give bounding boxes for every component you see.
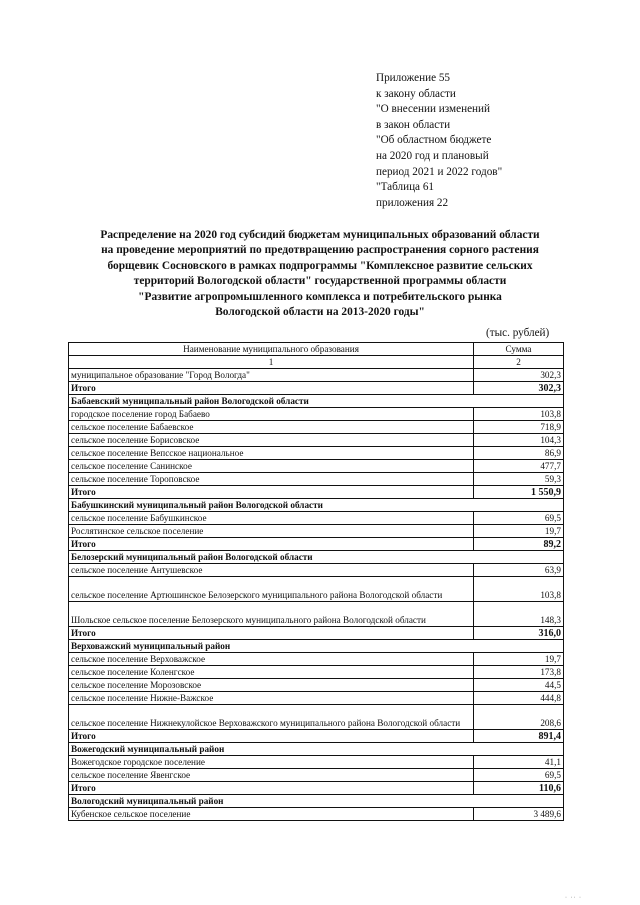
municipality-name: сельское поселение Вепсское национальное bbox=[69, 447, 474, 460]
table-row bbox=[69, 705, 564, 730]
region-name: Бабаевский муниципальный район Вологодской области bbox=[69, 395, 564, 408]
total-row bbox=[69, 538, 564, 551]
appendix-line: на 2020 год и плановый bbox=[376, 149, 489, 162]
table-row bbox=[69, 447, 564, 460]
region-row bbox=[69, 640, 564, 653]
subsidy-value: 103,8 bbox=[474, 408, 564, 421]
subsidy-value: 69,5 bbox=[474, 769, 564, 782]
total-label: Итого bbox=[69, 627, 474, 640]
subsidy-value: 173,8 bbox=[474, 666, 564, 679]
column-number-1: 1 bbox=[69, 356, 474, 369]
appendix-line: "Таблица 61 bbox=[376, 181, 435, 194]
appendix-line: приложения 22 bbox=[376, 196, 449, 209]
subsidy-table bbox=[68, 342, 564, 821]
table-row bbox=[69, 756, 564, 769]
appendix-line: "О внесении изменений bbox=[376, 103, 490, 116]
municipality-name: Шольское сельское поселение Белозерского муниципального района Вологодской области bbox=[69, 602, 474, 627]
table-row bbox=[69, 460, 564, 473]
region-row bbox=[69, 395, 564, 408]
total-row bbox=[69, 782, 564, 795]
appendix-reference bbox=[376, 71, 502, 211]
table-row bbox=[69, 769, 564, 782]
total-label: Итого bbox=[69, 730, 474, 743]
municipality-name: Рослятинское сельское поселение bbox=[69, 525, 474, 538]
subsidy-value: 477,7 bbox=[474, 460, 564, 473]
subsidy-value: 41,1 bbox=[474, 756, 564, 769]
page-mark: · ·· · bbox=[565, 895, 582, 901]
total-value: 302,3 bbox=[474, 382, 564, 395]
appendix-line: в закон области bbox=[376, 118, 451, 131]
table-row bbox=[69, 653, 564, 666]
document-title bbox=[70, 228, 570, 320]
region-row bbox=[69, 743, 564, 756]
total-row bbox=[69, 486, 564, 499]
subsidy-value: 3 489,6 bbox=[474, 808, 564, 821]
municipality-name: сельское поселение Морозовское bbox=[69, 679, 474, 692]
table-row bbox=[69, 666, 564, 679]
subsidy-value: 63,9 bbox=[474, 564, 564, 577]
appendix-line: "Об областном бюджете bbox=[376, 134, 492, 147]
subsidy-value: 208,6 bbox=[474, 705, 564, 730]
municipality-name: сельское поселение Бабушкинское bbox=[69, 512, 474, 525]
units-label: (тыс. рублей) bbox=[486, 327, 550, 339]
subsidy-value: 718,9 bbox=[474, 421, 564, 434]
region-row bbox=[69, 551, 564, 564]
subsidy-value: 69,5 bbox=[474, 512, 564, 525]
total-label: Итого bbox=[69, 538, 474, 551]
municipality-name: городское поселение город Бабаево bbox=[69, 408, 474, 421]
title-line: Вологодской области на 2013-2020 годы" bbox=[215, 306, 425, 319]
title-line: борщевик Сосновского в рамках подпрограммы "Комплексное развитие сельских bbox=[107, 259, 533, 272]
total-value: 89,2 bbox=[474, 538, 564, 551]
region-name: Вожегодский муниципальный район bbox=[69, 743, 564, 756]
appendix-line: Приложение 55 bbox=[376, 72, 451, 84]
region-name: Вологодский муниципальный район bbox=[69, 795, 564, 808]
municipality-name: сельское поселение Явенгское bbox=[69, 769, 474, 782]
municipality-name: Вожегодское городское поселение bbox=[69, 756, 474, 769]
table-row bbox=[69, 564, 564, 577]
table-row bbox=[69, 408, 564, 421]
table-header-row bbox=[69, 343, 564, 356]
municipality-name: сельское поселение Санинское bbox=[69, 460, 474, 473]
region-name: Белозерский муниципальный район Вологодской области bbox=[69, 551, 564, 564]
municipality-name: муниципальное образование "Город Вологда" bbox=[69, 369, 474, 382]
title-line: Распределение на 2020 год субсидий бюджетам муниципальных образований области bbox=[100, 229, 540, 241]
municipality-name: сельское поселение Верховажское bbox=[69, 653, 474, 666]
total-label: Итого bbox=[69, 382, 474, 395]
subsidy-value: 59,3 bbox=[474, 473, 564, 486]
municipality-name: сельское поселение Антушевское bbox=[69, 564, 474, 577]
municipality-name: сельское поселение Артюшинское Белозерского муниципального района Вологодской области bbox=[69, 577, 474, 602]
table-row bbox=[69, 421, 564, 434]
region-row bbox=[69, 499, 564, 512]
table-row bbox=[69, 525, 564, 538]
table-column-numbers-row bbox=[69, 356, 564, 369]
table-row bbox=[69, 602, 564, 627]
subsidy-value: 19,7 bbox=[474, 653, 564, 666]
total-row bbox=[69, 382, 564, 395]
total-row bbox=[69, 730, 564, 743]
region-name: Бабушкинский муниципальный район Вологодской области bbox=[69, 499, 564, 512]
table-row bbox=[69, 808, 564, 821]
municipality-name: Кубенское сельское поселение bbox=[69, 808, 474, 821]
total-value: 891,4 bbox=[474, 730, 564, 743]
total-label: Итого bbox=[69, 486, 474, 499]
municipality-name: сельское поселение Борисовское bbox=[69, 434, 474, 447]
title-line: на проведение мероприятий по предотвращению распространения сорного растения bbox=[101, 244, 539, 257]
municipality-name: сельское поселение Нижне-Важское bbox=[69, 692, 474, 705]
column-number-2: 2 bbox=[474, 356, 564, 369]
table-row bbox=[69, 512, 564, 525]
municipality-name: сельское поселение Нижнекулойское Верховажского муниципального района Вологодской области bbox=[69, 705, 474, 730]
header-name: Наименование муниципального образования bbox=[69, 343, 474, 356]
subsidy-value: 86,9 bbox=[474, 447, 564, 460]
total-label: Итого bbox=[69, 782, 474, 795]
municipality-name: сельское поселение Бабаевское bbox=[69, 421, 474, 434]
table-row bbox=[69, 369, 564, 382]
subsidy-value: 19,7 bbox=[474, 525, 564, 538]
total-value: 110,6 bbox=[474, 782, 564, 795]
appendix-line: к закону области bbox=[376, 87, 456, 100]
region-name: Верховажский муниципальный район bbox=[69, 640, 564, 653]
table-row bbox=[69, 473, 564, 486]
appendix-line: период 2021 и 2022 годов" bbox=[376, 165, 503, 178]
subsidy-value: 103,8 bbox=[474, 577, 564, 602]
table-row bbox=[69, 434, 564, 447]
subsidy-value: 44,5 bbox=[474, 679, 564, 692]
table-row bbox=[69, 577, 564, 602]
subsidy-value: 104,3 bbox=[474, 434, 564, 447]
table-row bbox=[69, 692, 564, 705]
total-row bbox=[69, 627, 564, 640]
total-value: 316,0 bbox=[474, 627, 564, 640]
subsidy-value: 302,3 bbox=[474, 369, 564, 382]
table-row bbox=[69, 679, 564, 692]
header-sum: Сумма bbox=[474, 343, 564, 356]
total-value: 1 550,9 bbox=[474, 486, 564, 499]
title-line: "Развитие агропромышленного комплекса и потребительского рынка bbox=[138, 290, 502, 303]
municipality-name: сельское поселение Коленгское bbox=[69, 666, 474, 679]
region-row bbox=[69, 795, 564, 808]
municipality-name: сельское поселение Тороповское bbox=[69, 473, 474, 486]
subsidy-value: 148,3 bbox=[474, 602, 564, 627]
subsidy-value: 444,8 bbox=[474, 692, 564, 705]
title-line: территорий Вологодской области" государственной программы области bbox=[133, 275, 507, 288]
